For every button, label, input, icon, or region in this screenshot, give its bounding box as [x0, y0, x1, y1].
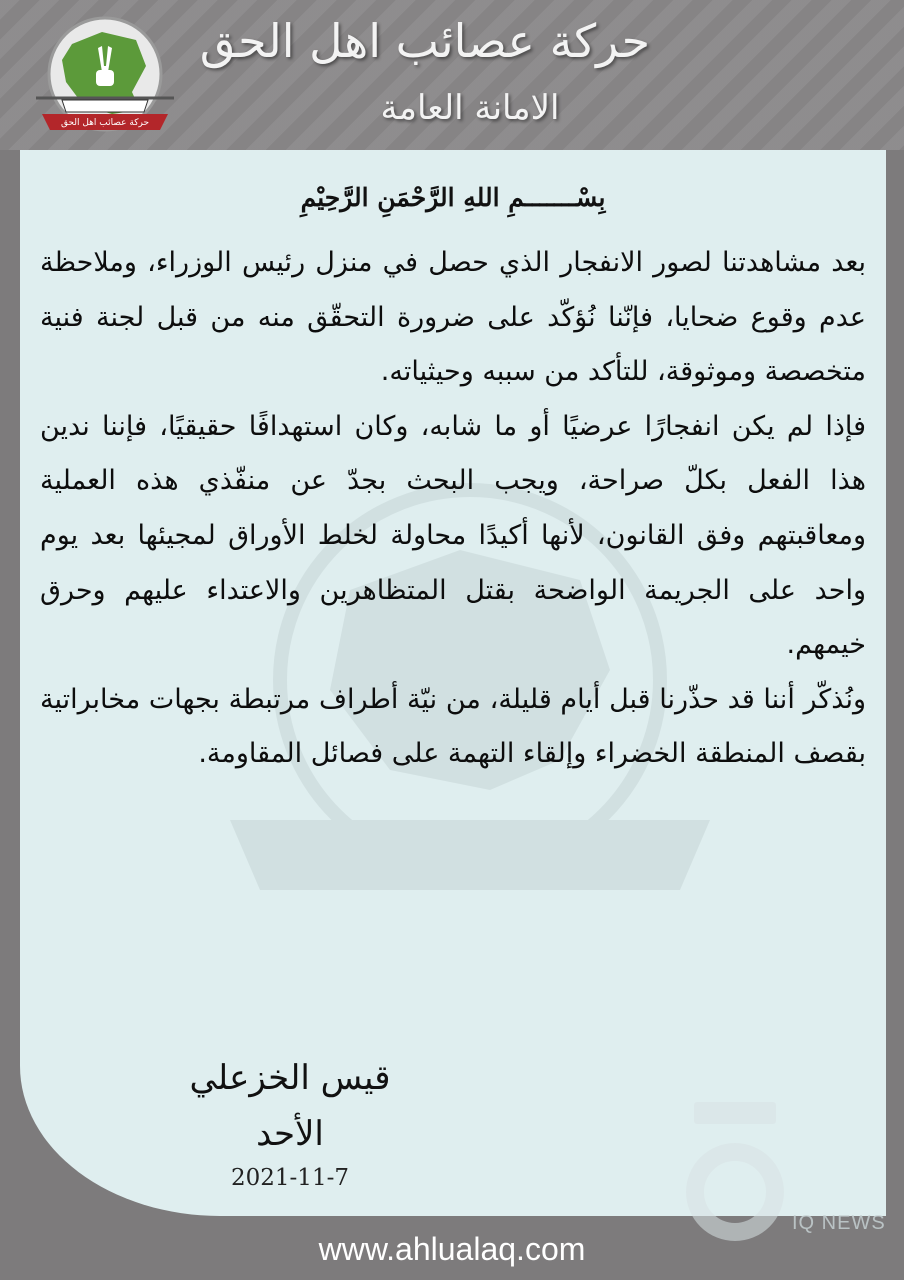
statement-paragraph-1: بعد مشاهدتنا لصور الانفجار الذي حصل في منزل رئيس الوزراء، وملاحظة عدم وقوع ضحايا، فإنّنا نُؤكّد على ضرورة التحقّق منه من قبل لجنة فنية متخصصة وموثوقة، للتأكد من سببه وحيثياته. — [40, 247, 866, 388]
letterhead — [0, 0, 904, 150]
signatory-name: قيس الخزعلي — [189, 1058, 391, 1098]
signature-day: الأحد — [256, 1114, 324, 1154]
statement-paragraph-2: فإذا لم يكن انفجارًا عرضيًا أو ما شابه، وكان استهدافًا حقيقيًا، فإننا ندين هذا الفعل بكلّ صراحة، ويجب البحث بجدّ عن منفّذي هذه العملية ومعاقبتهم وفق القانون، لأنها أكيدًا محاولة لخلط الأوراق لمجيئها بعد يوم واحد على الجريمة الواضحة بقتل المتظاهرين والاعتداء عليهم وحرق خيمهم. — [40, 410, 866, 661]
iq-news-logo-icon — [680, 1100, 790, 1250]
statement-panel — [20, 150, 886, 1216]
website-link[interactable]: www.ahlualaq.com — [318, 1231, 586, 1267]
statement-date: 2021-11-7 — [231, 1165, 349, 1191]
statement-body — [40, 236, 866, 782]
statement-paragraph-3: ونُذكّر أننا قد حذّرنا قبل أيام قليلة، من نيّة أطراف مرتبطة بجهات مخابراتية بقصف المنطقة الخضراء وإلقاء التهمة على فصائل المقاومة. — [40, 683, 866, 770]
iq-news-watermark: IQ NEWS — [792, 1212, 886, 1234]
signature-block — [170, 1050, 410, 1170]
logo-banner-text: حركة عصائب اهل الحق — [60, 118, 150, 128]
organization-subtitle: الامانة العامة — [380, 88, 560, 128]
organization-name: حركة عصائب اهل الحق — [199, 14, 650, 68]
basmala-heading: بِسْـــــــمِ اللهِ الرَّحْمَنِ الرَّحِيْمِ — [300, 183, 606, 212]
